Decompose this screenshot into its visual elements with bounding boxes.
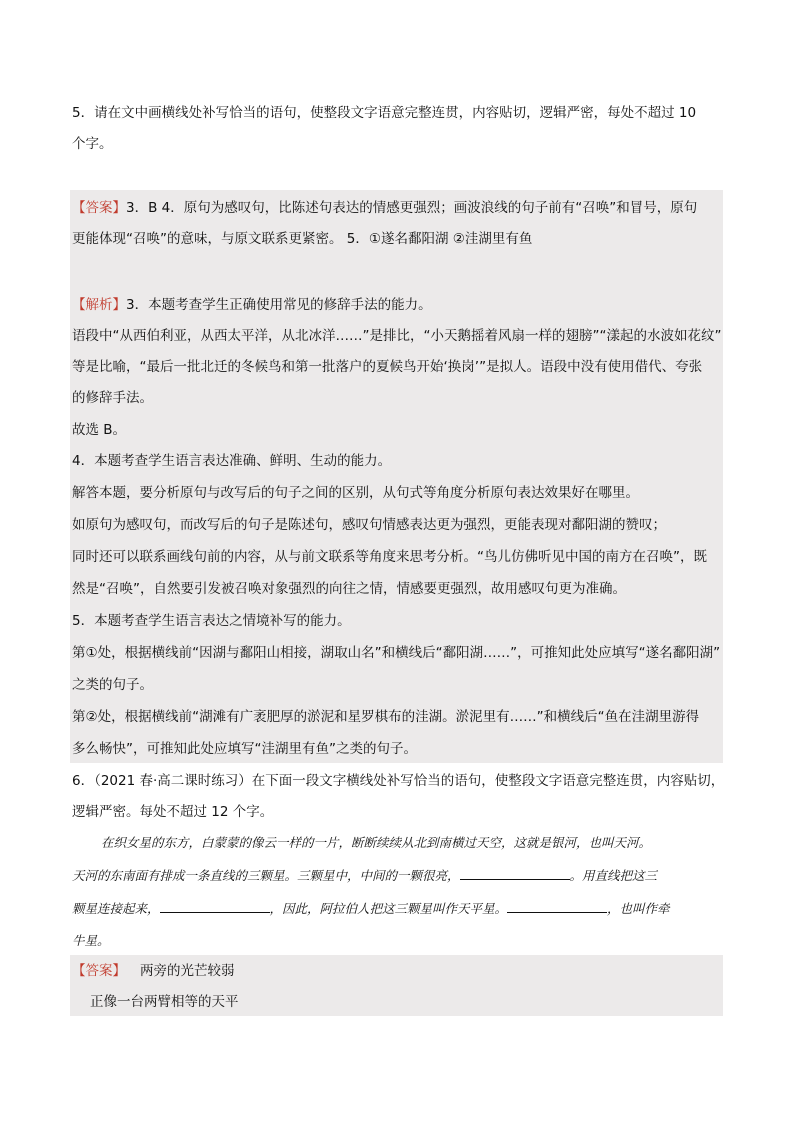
answer-line2: 更能体现“召唤”的意味，与原文联系更紧密。 5．①遂名鄱阳湖 ②洼湖里有鱼 xyxy=(72,231,533,247)
analysis-line-3: 的修辞手法。 xyxy=(72,390,153,406)
q6-line1: 6．（2021 春·高二课时练习）在下面一段文字横线处补写恰当的语句，使整段文字语意完整连贯，内容贴切， xyxy=(72,773,725,789)
blank-3[interactable] xyxy=(507,900,607,913)
answer6-tag: 【答案】 xyxy=(72,963,126,979)
analysis-line-8: 同时还可以联系画线句前的内容，从与前文联系等角度来思考分析。“鸟儿仿佛听见中国的南方在召唤”，既 xyxy=(72,549,707,565)
q5-line2: 个字。 xyxy=(72,136,113,152)
analysis-line-4: 故选 B。 xyxy=(72,422,127,438)
analysis-line-11: 第①处，根据横线前“因湖与鄱阳山相接，湖取山名”和横线后“鄱阳湖……”，可推知此处应填写“遂名鄱阳湖” xyxy=(72,645,721,661)
analysis-line-13: 第②处，根据横线前“湖滩有广袤肥厚的淤泥和星罗棋布的洼湖。淤泥里有……”和横线后“鱼在洼湖里游得 xyxy=(72,709,700,725)
analysis-line-7: 如原句为感叹句，而改写后的句子是陈述句，感叹句情感表达更为强烈，更能表现对鄱阳湖的赞叹； xyxy=(72,517,666,533)
analysis-line-1: 语段中“从西伯利亚，从西太平洋，从北冰洋……”是排比，“小天鹅摇着风扇一样的翅膀”“漾起的水波如花纹” xyxy=(72,328,722,344)
passage-line2: 天河的东南面有排成一条直线的三颗星。三颗星中，中间的一颗很亮， 。用直线把这三 xyxy=(72,868,658,883)
analysis-line-5: 4．本题考查学生语言表达准确、鲜明、生动的能力。 xyxy=(72,453,392,469)
answer-line1 xyxy=(72,199,697,217)
analysis-line-0: 【解析】3．本题考查学生正确使用常见的修辞手法的能力。 xyxy=(72,297,432,313)
passage-line4: 牛星。 xyxy=(72,933,110,948)
analysis-line-10: 5．本题考查学生语言表达之情境补写的能力。 xyxy=(72,613,351,629)
passage-line1: 在织女星的东方，白蒙蒙的像云一样的一片，断断续续从北到南横过天空，这就是银河，也叫天河。 xyxy=(101,835,652,850)
blank-1[interactable] xyxy=(460,867,570,880)
blank-2[interactable] xyxy=(160,900,270,913)
q6-line2: 逻辑严密。每处不超过 12 个字。 xyxy=(72,804,274,820)
passage-line3: 颗星连接起来， ，因此，阿拉伯人把这三颗星叫作天平星。 ，也叫作牵 xyxy=(72,901,670,916)
answer6-line1 xyxy=(72,962,235,980)
analysis-line-14: 多么畅快”，可推知此处应填写“洼湖里有鱼”之类的句子。 xyxy=(72,741,417,757)
analysis-line-2: 等是比喻，“最后一批北迁的冬候鸟和第一批落户的夏候鸟开始‘换岗’”是拟人。语段中没有使用借代、夸张 xyxy=(72,359,703,375)
answer6-a2: 正像一台两臂相等的天平 xyxy=(90,994,239,1010)
analysis-line-6: 解答本题，要分析原句与改写后的句子之间的区别，从句式等角度分析原句表达效果好在哪里。 xyxy=(72,485,639,501)
analysis-line-9: 然是“召唤”，自然要引发被召唤对象强烈的向往之情，情感要更强烈，故用感叹句更为准确。 xyxy=(72,581,626,597)
answer-tag: 【答案】 xyxy=(72,200,126,216)
analysis-tag: 【解析】 xyxy=(72,297,126,313)
answer-line1-text: 3．B 4．原句为感叹句，比陈述句表达的情感更强烈；画波浪线的句子前有“召唤”和冒号，原句 xyxy=(126,200,698,216)
analysis-line-12: 之类的句子。 xyxy=(72,677,153,693)
answer6-a1: 两旁的光芒较弱 xyxy=(140,963,235,979)
q5-line1: 5．请在文中画横线处补写恰当的语句，使整段文字语意完整连贯，内容贴切，逻辑严密，每处不超过 10 xyxy=(72,105,697,121)
